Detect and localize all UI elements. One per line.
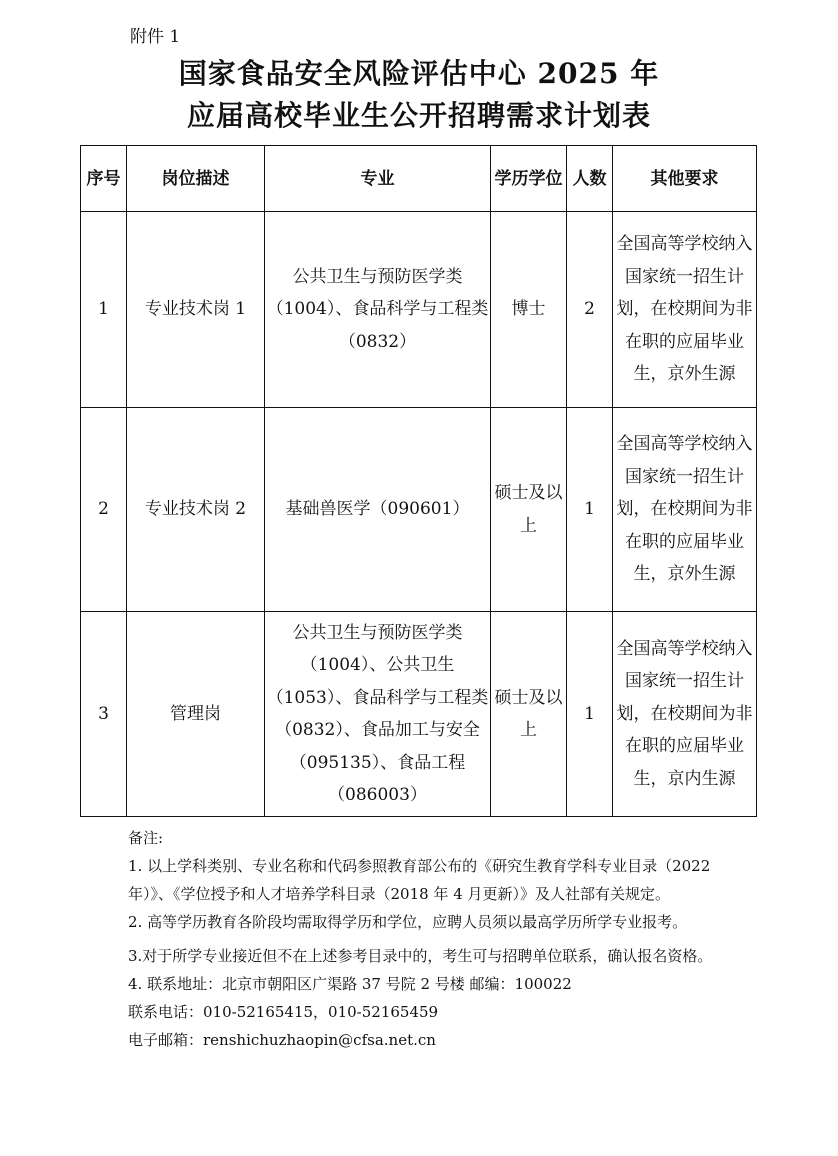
contact-phone: 联系电话：010-52165415，010-52165459 [128,1003,439,1021]
note-1: 1. 以上学科类别、专业名称和代码参照教育部公布的《研究生教育学科专业目录（2022 年）》、《学位授予和人才培养学科目录（2018 年 4 月更新）》及人社部有关规定。 [128,857,711,903]
header-seq: 序号 [81,146,127,212]
row-position: 管理岗 [127,612,265,817]
recruitment-plan-table [80,145,757,817]
header-position: 岗位描述 [127,146,265,212]
page-title-line1: 国家食品安全风险评估中心 2025 年 [178,57,660,90]
attachment-label: 附件 1 [130,27,181,47]
row-other: 全国高等学校纳入国家统一招生计划，在校期间为非在职的应届毕业生，京外生源 [613,408,757,612]
row-major: 基础兽医学（090601） [265,408,491,612]
header-major: 专业 [265,146,491,212]
row-count: 1 [567,408,613,612]
notes-section [128,824,728,1054]
table-row [81,612,757,817]
row-seq: 3 [81,612,127,817]
note-2: 2. 高等学历教育各阶段均需取得学历和学位，应聘人员须以最高学历所学专业报考。 [128,913,688,931]
row-count: 1 [567,612,613,817]
row-other: 全国高等学校纳入国家统一招生计划，在校期间为非在职的应届毕业生，京外生源 [613,212,757,408]
page-title-line2: 应届高校毕业生公开招聘需求计划表 [186,99,651,132]
contact-email: 电子邮箱：renshichuzhaopin@cfsa.net.cn [128,1031,436,1049]
row-degree: 硕士及以上 [491,612,567,817]
table-header-row [81,146,757,212]
table-row [81,408,757,612]
header-other: 其他要求 [613,146,757,212]
notes-heading: 备注: [128,829,164,847]
header-degree: 学历学位 [491,146,567,212]
header-count: 人数 [567,146,613,212]
row-major: 公共卫生与预防医学类（1004）、公共卫生（1053）、食品科学与工程类（0832）、食品加工与安全（095135）、食品工程（086003） [265,612,491,817]
row-degree: 博士 [491,212,567,408]
row-count: 2 [567,212,613,408]
row-major: 公共卫生与预防医学类（1004）、食品科学与工程类（0832） [265,212,491,408]
table-row [81,212,757,408]
row-degree: 硕士及以上 [491,408,567,612]
note-3: 3.对于所学专业接近但不在上述参考目录中的，考生可与招聘单位联系，确认报名资格。 [128,947,713,965]
row-position: 专业技术岗 1 [127,212,265,408]
row-seq: 2 [81,408,127,612]
row-position: 专业技术岗 2 [127,408,265,612]
row-other: 全国高等学校纳入国家统一招生计划，在校期间为非在职的应届毕业生，京内生源 [613,612,757,817]
note-4-address: 4. 联系地址：北京市朝阳区广渠路 37 号院 2 号楼 邮编：100022 [128,975,572,993]
row-seq: 1 [81,212,127,408]
